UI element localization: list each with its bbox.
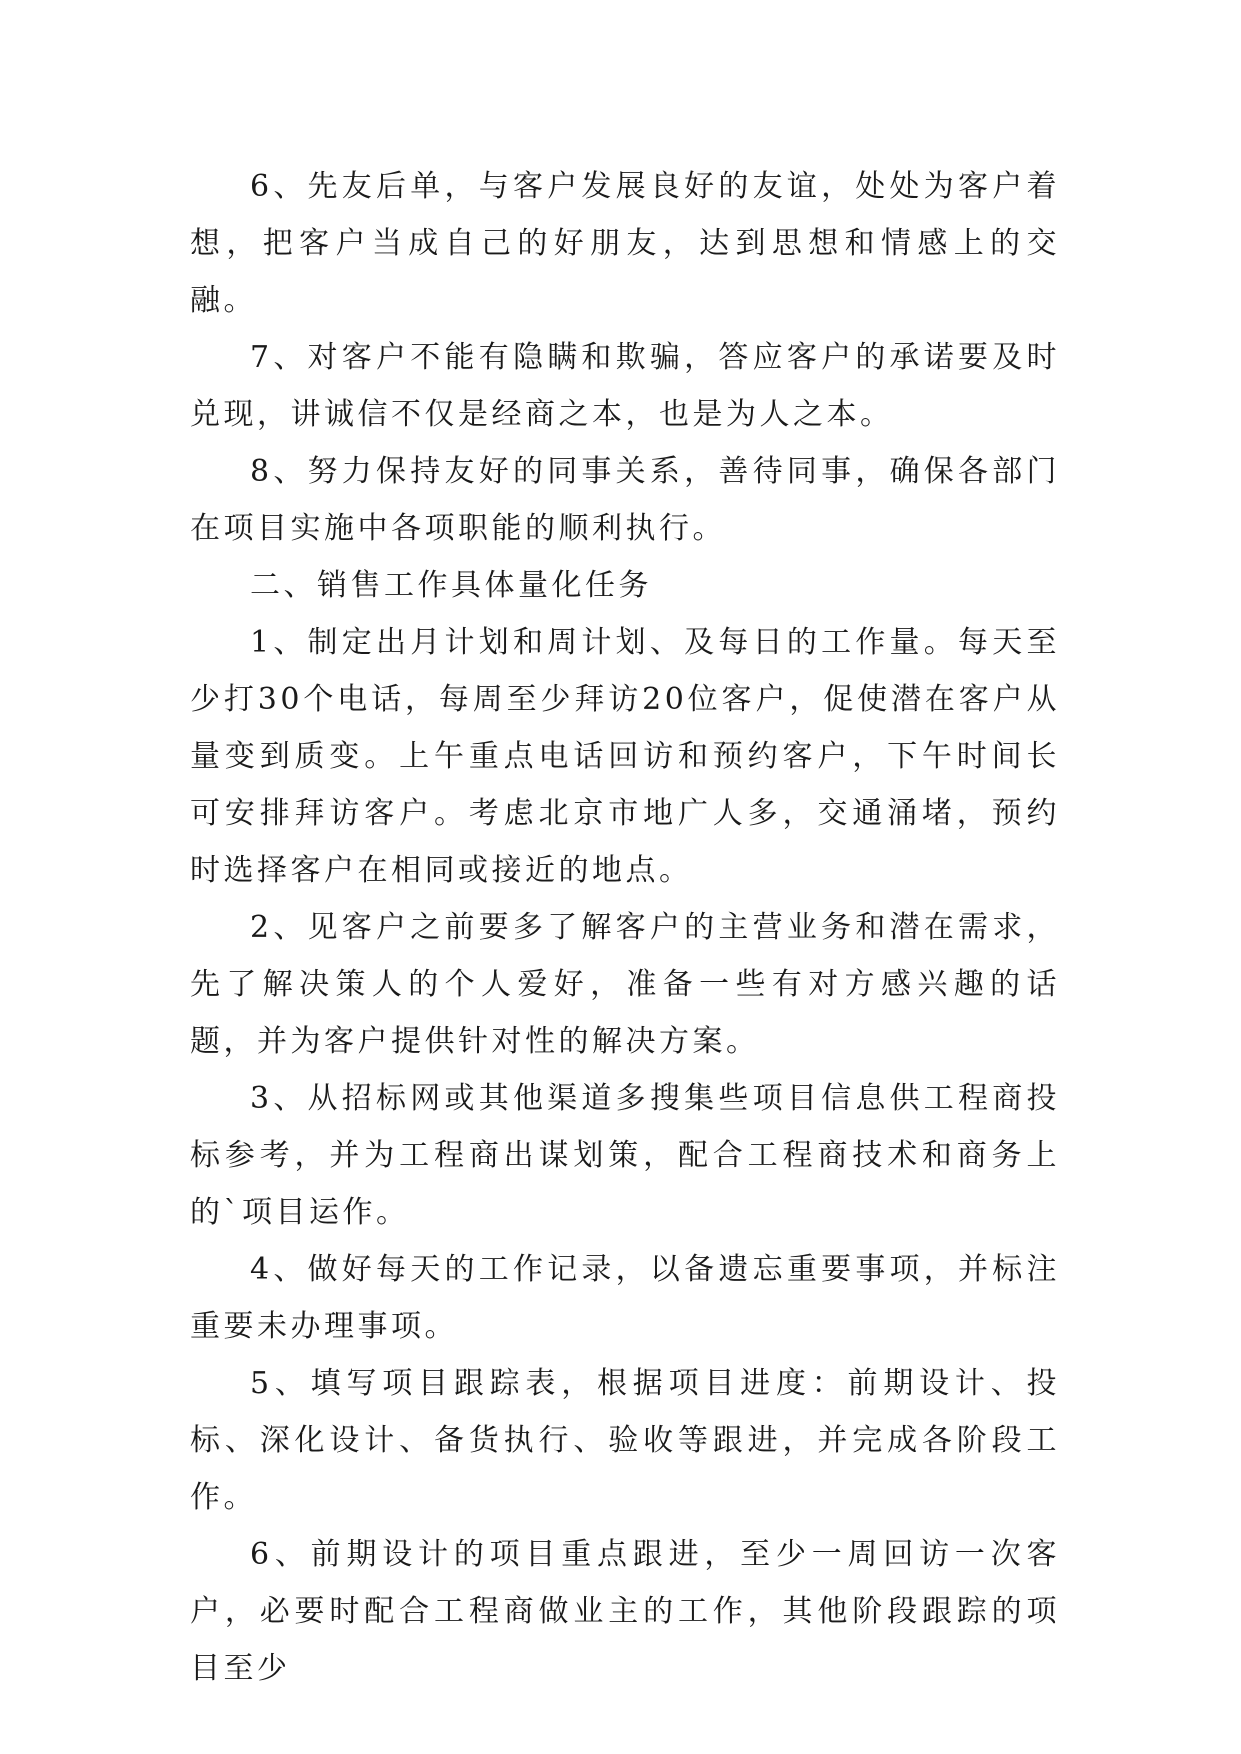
document-body	[190, 158, 1060, 1697]
paragraph-task-1-plans: 1、制定出月计划和周计划、及每日的工作量。每天至少打30个电话，每周至少拜访20位客户，促使潜在客户从量变到质变。上午重点电话回访和预约客户，下午时间长可安排拜访客户。考虑北京市地广人多，交通涌堵，预约时选择客户在相同或接近的地点。	[190, 625, 1060, 888]
section-heading-quantified-tasks: 二、销售工作具体量化任务	[250, 568, 652, 603]
paragraph-item-7-honesty: 7、对客户不能有隐瞒和欺骗，答应客户的承诺要及时兑现，讲诚信不仅是经商之本，也是为人之本。	[190, 340, 1060, 432]
paragraph-task-3-bidding-info: 3、从招标网或其他渠道多搜集些项目信息供工程商投标参考，并为工程商出谋划策，配合工程商技术和商务上的`项目运作。	[190, 1081, 1060, 1230]
paragraph-item-6-friendship: 6、先友后单，与客户发展良好的友谊，处处为客户着想，把客户当成自己的好朋友，达到思想和情感上的交融。	[190, 169, 1060, 318]
paragraph-task-5-tracking-sheet: 5、填写项目跟踪表，根据项目进度：前期设计、投标、深化设计、备货执行、验收等跟进，并完成各阶段工作。	[190, 1366, 1060, 1515]
paragraph-task-2-client-research: 2、见客户之前要多了解客户的主营业务和潜在需求，先了解决策人的个人爱好，准备一些有对方感兴趣的话题，并为客户提供针对性的解决方案。	[190, 910, 1060, 1059]
paragraph-task-6-follow-up: 6、前期设计的项目重点跟进，至少一周回访一次客户，必要时配合工程商做业主的工作，其他阶段跟踪的项目至少	[190, 1537, 1060, 1686]
paragraph-task-4-work-records: 4、做好每天的工作记录，以备遗忘重要事项，并标注重要未办理事项。	[190, 1252, 1060, 1344]
paragraph-item-8-colleagues: 8、努力保持友好的同事关系，善待同事，确保各部门在项目实施中各项职能的顺利执行。	[190, 454, 1060, 546]
